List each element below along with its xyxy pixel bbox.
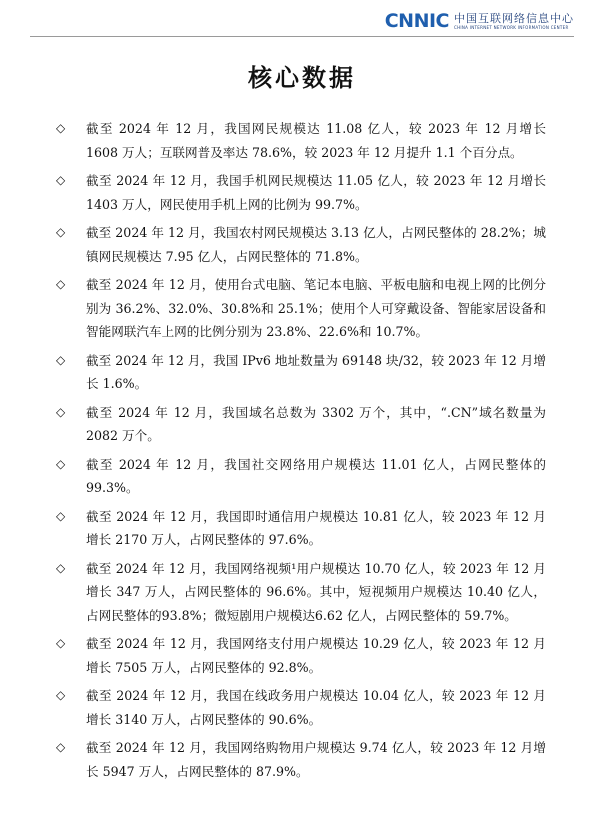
header-divider	[30, 36, 574, 37]
diamond-bullet-icon: ◇	[56, 121, 66, 135]
diamond-bullet-icon: ◇	[56, 404, 66, 419]
org-name-en: CHINA INTERNET NETWORK INFORMATION CENTER	[454, 24, 569, 30]
diamond-bullet-icon: ◇	[56, 636, 66, 650]
list-item	[56, 349, 546, 396]
list-item-text: 截至 2024 年 12 月，我国 IPv6 地址数量为 69148 块/32，较 2023 年 12 月增长 1.6%。	[86, 352, 546, 391]
list-item-text: 截至 2024 年 12 月，我国社交网络用户规模达 11.01 亿人，占网民整体的 99.3%。	[86, 456, 546, 495]
list-item	[56, 221, 546, 268]
org-name-cn: 中国互联网络信息中心	[454, 11, 574, 25]
list-item	[56, 117, 546, 164]
org-name-block	[454, 13, 574, 30]
page-header	[385, 10, 574, 32]
core-data-list	[56, 117, 546, 788]
page-title: 核心数据	[248, 64, 356, 92]
list-item	[56, 736, 546, 783]
diamond-bullet-icon: ◇	[56, 740, 66, 754]
list-item-text: 截至 2024 年 12 月，我国网络购物用户规模达 9.74 亿人，较 2023 年 12 月增长 5947 万人，占网民整体的 87.9%。	[86, 740, 546, 779]
list-item	[56, 505, 546, 552]
diamond-bullet-icon: ◇	[56, 688, 66, 702]
list-item	[56, 169, 546, 216]
list-item-text: 截至 2024 年 12 月，我国网民规模达 11.08 亿人，较 2023 年 12 月增长 1608 万人；互联网普及率达 78.6%，较 2023 年 12 月提升 1.1 个百分点。	[86, 121, 546, 160]
list-item-text: 截至 2024 年 12 月，我国网络视频¹用户规模达 10.70 亿人，较 2023 年 12 月增长 347 万人，占网民整体的 96.6%。其中，短视频用户规模达 10.40 亿人，占网民整体的93.8%；微短剧用户规模达6.62 亿人，占网民整体的 59.7%。	[86, 560, 546, 623]
diamond-bullet-icon: ◇	[56, 173, 66, 187]
list-item-text: 截至 2024 年 12 月，我国手机网民规模达 11.05 亿人，较 2023 年 12 月增长 1403 万人，网民使用手机上网的比例为 99.7%。	[86, 173, 546, 212]
diamond-bullet-icon: ◇	[56, 560, 66, 575]
list-item	[56, 273, 546, 344]
list-item	[56, 557, 546, 628]
list-item-text: 截至 2024 年 12 月，我国在线政务用户规模达 10.04 亿人，较 2023 年 12 月增长 3140 万人，占网民整体的 90.6%。	[86, 688, 546, 727]
diamond-bullet-icon: ◇	[56, 456, 66, 471]
list-item-text: 截至 2024 年 12 月，我国网络支付用户规模达 10.29 亿人，较 2023 年 12 月增长 7505 万人，占网民整体的 92.8%。	[86, 636, 546, 675]
diamond-bullet-icon: ◇	[56, 225, 66, 239]
list-item	[56, 453, 546, 500]
list-item-text: 截至 2024 年 12 月，我国即时通信用户规模达 10.81 亿人，较 2023 年 12 月增长 2170 万人，占网民整体的 97.6%。	[86, 508, 546, 547]
list-item	[56, 401, 546, 448]
diamond-bullet-icon: ◇	[56, 508, 66, 523]
list-item	[56, 632, 546, 679]
list-item-text: 截至 2024 年 12 月，我国农村网民规模达 3.13 亿人，占网民整体的 28.2%；城镇网民规模达 7.95 亿人，占网民整体的 71.8%。	[86, 225, 546, 264]
cnnic-logo: CNNIC	[384, 10, 449, 32]
list-item	[56, 684, 546, 731]
list-item-text: 截至 2024 年 12 月，我国域名总数为 3302 万个，其中，“.CN”域名数量为 2082 万个。	[86, 404, 546, 443]
list-item-text: 截至 2024 年 12 月，使用台式电脑、笔记本电脑、平板电脑和电视上网的比例分别为 36.2%、32.0%、30.8%和 25.1%；使用个人可穿戴设备、智能家居设备和智能网联汽车上网的比例分别为 23.8%、22.6%和 10.7%。	[86, 277, 546, 339]
diamond-bullet-icon: ◇	[56, 277, 66, 291]
diamond-bullet-icon: ◇	[56, 352, 66, 367]
